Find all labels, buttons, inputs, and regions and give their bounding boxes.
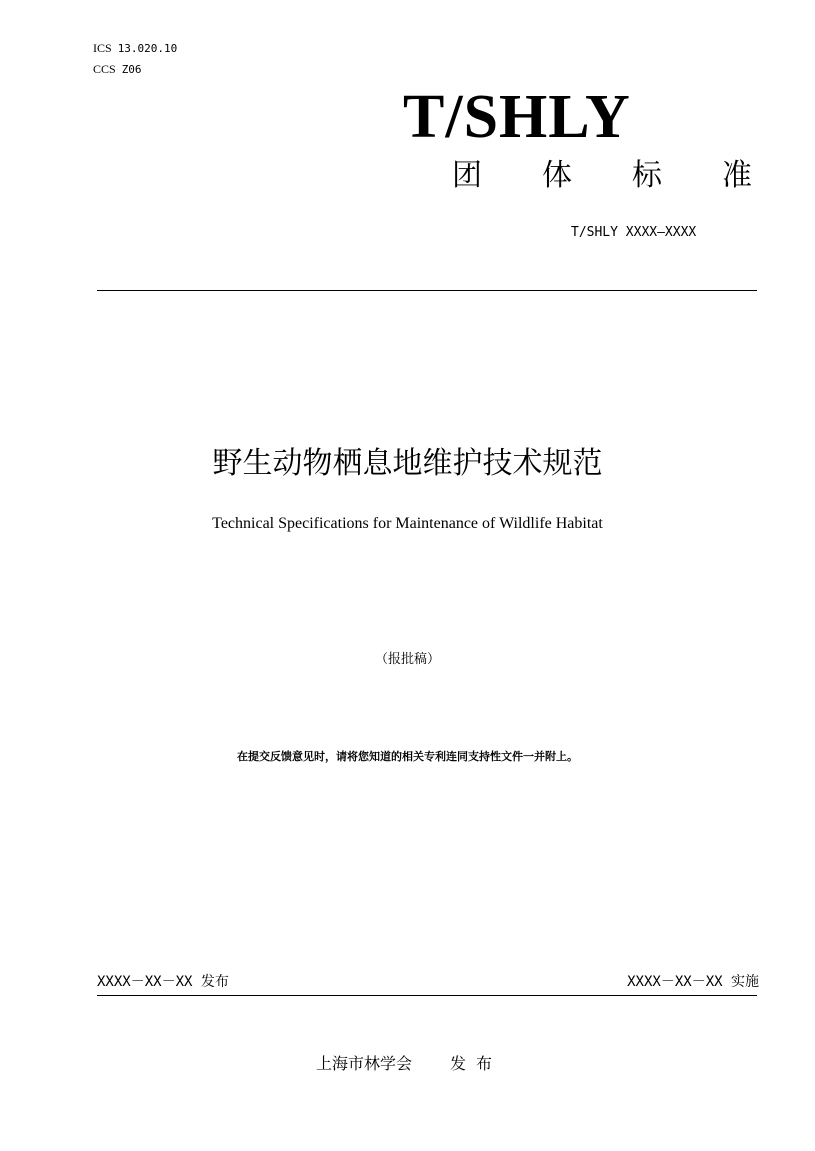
issue-date: XXXX－XX－XX bbox=[97, 974, 193, 990]
publisher-name: 上海市林学会 bbox=[316, 1054, 413, 1073]
patent-notice: 在提交反馈意见时，请将您知道的相关专利连同支持性文件一并附上。 bbox=[237, 750, 578, 763]
issue-date-line bbox=[97, 972, 229, 992]
draft-stage-label: （报批稿） bbox=[374, 652, 440, 667]
ccs-label: CCS bbox=[93, 62, 116, 76]
standard-type-char: 准 bbox=[722, 158, 752, 193]
standard-number: T/SHLY XXXX—XXXX bbox=[571, 225, 697, 240]
publisher-line bbox=[316, 1053, 502, 1075]
footer-divider bbox=[97, 995, 757, 996]
ics-label: ICS bbox=[93, 41, 112, 55]
standard-type-char: 标 bbox=[632, 158, 662, 193]
ccs-row bbox=[93, 62, 142, 77]
ics-code: 13.020.10 bbox=[117, 42, 178, 55]
document-title-en: Technical Specifications for Maintenance of Wildlife Habitat bbox=[212, 515, 603, 532]
implement-date-line bbox=[627, 972, 759, 992]
document-title-cn: 野生动物栖息地维护技术规范 bbox=[212, 446, 603, 481]
implement-date: XXXX－XX－XX bbox=[627, 974, 723, 990]
standard-type-char: 体 bbox=[542, 158, 572, 193]
header-divider bbox=[97, 290, 757, 291]
standard-type-label bbox=[452, 156, 752, 196]
standard-brand-code: T/SHLY bbox=[403, 83, 631, 151]
ccs-code: Z06 bbox=[121, 63, 142, 76]
standard-type-char: 团 bbox=[452, 158, 482, 193]
ics-row bbox=[93, 41, 177, 56]
publisher-action: 发布 bbox=[450, 1054, 503, 1073]
issue-label: 发布 bbox=[200, 974, 229, 990]
implement-label: 实施 bbox=[731, 974, 759, 990]
